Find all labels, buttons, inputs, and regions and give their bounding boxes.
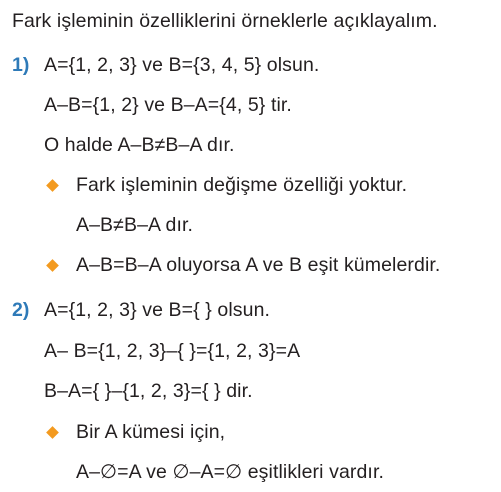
diamond-bullet-icon bbox=[46, 426, 59, 439]
example-2-number: 2) bbox=[12, 299, 30, 321]
example-2-bullet-1: Bir A kümesi için, bbox=[76, 421, 226, 443]
example-1-number: 1) bbox=[12, 54, 30, 76]
example-1-line-2: A–B={1, 2} ve B–A={4, 5} tir. bbox=[44, 94, 292, 116]
example-1-bullet-1: Fark işleminin değişme özelliği yoktur. bbox=[76, 174, 408, 196]
example-1-bullet-2: A–B=B–A oluyorsa A ve B eşit kümelerdir. bbox=[76, 254, 441, 276]
example-2-line-1: A={1, 2, 3} ve B={ } olsun. bbox=[44, 299, 271, 321]
example-2-bullet-1-sub: A–∅=A ve ∅–A=∅ eşitlikleri vardır. bbox=[76, 461, 384, 483]
diamond-bullet-icon bbox=[46, 179, 59, 192]
example-2-line-2: A– B={1, 2, 3}–{ }={1, 2, 3}=A bbox=[44, 340, 301, 362]
example-1-line-3: O halde A–B≠B–A dır. bbox=[44, 134, 235, 156]
example-1-bullet-1-sub: A–B≠B–A dır. bbox=[76, 214, 194, 236]
example-2-line-3: B–A={ }–{1, 2, 3}={ } dir. bbox=[44, 380, 253, 402]
example-1-line-1: A={1, 2, 3} ve B={3, 4, 5} olsun. bbox=[44, 54, 320, 76]
diamond-bullet-icon bbox=[46, 259, 59, 272]
intro-text: Fark işleminin özelliklerini örneklerle açıklayalım. bbox=[12, 10, 438, 32]
